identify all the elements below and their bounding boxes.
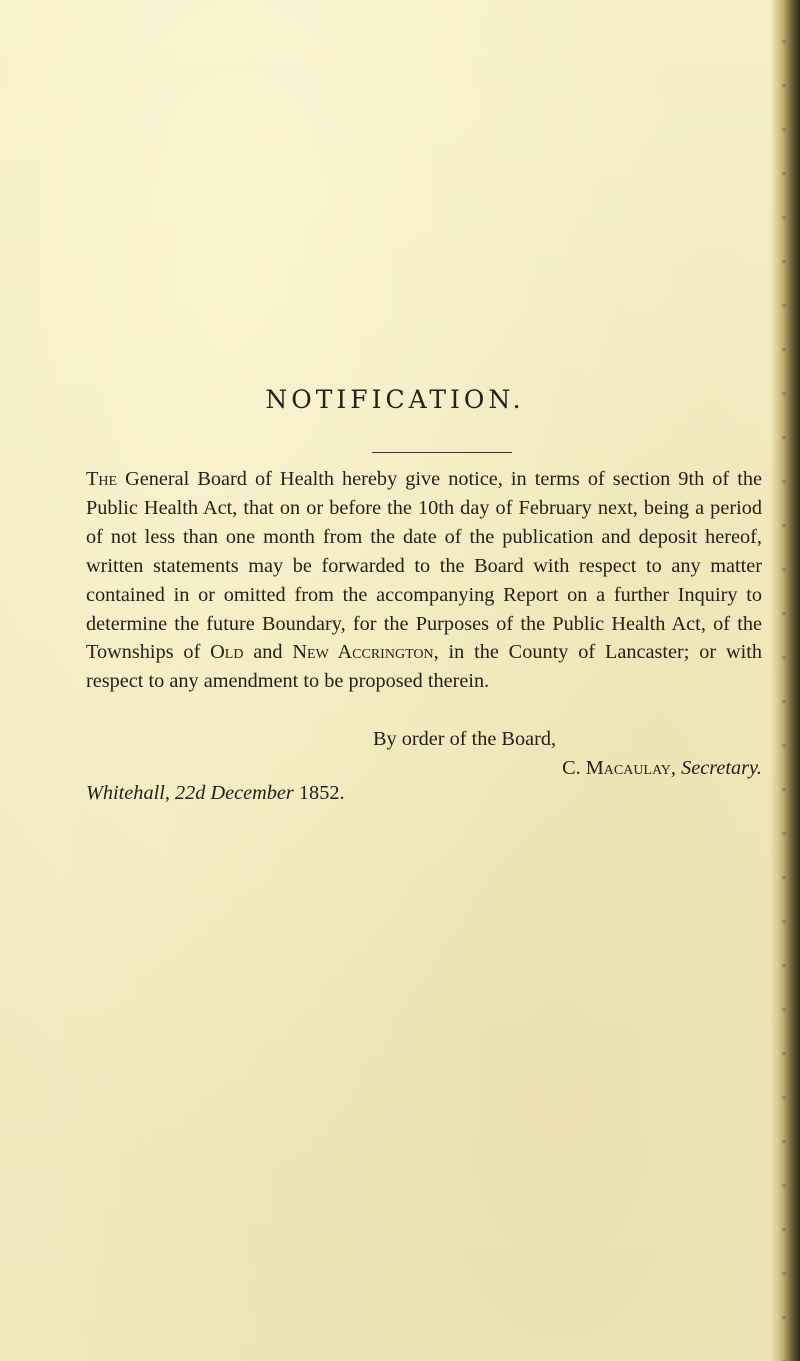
township-new-accrington: New Accrington <box>292 641 434 664</box>
dateline-year: 1852. <box>298 782 345 804</box>
dateline <box>86 779 345 808</box>
by-order-line: By order of the Board, <box>373 728 557 750</box>
notice-title: NOTIFICATION. <box>265 385 525 414</box>
notice-body-part-3: , in the County of Lancaster; or with respect to any amendment to be proposed therein. <box>86 641 762 693</box>
secretary-title: Secretary. <box>681 757 762 779</box>
title-rule <box>372 452 512 453</box>
dateline-place-date: Whitehall, 22d December <box>86 782 294 804</box>
page-binding-edge <box>770 0 800 1361</box>
notice-lead-word: The <box>86 468 118 490</box>
secretary-line <box>562 754 762 783</box>
notice-body <box>86 465 762 696</box>
notice-body-part-1: General Board of Health hereby give notice, in terms of section 9th of the Public Health Act, that on or before the 10th day of February next, being a period of not less than one month from the date of the publication and deposit hereof, written statements may be forwarded to the Board with respect to any matter contained in or omitted from the accompanying Report on a further Inquiry to determine the future Boundary, for the Purposes of the Public Health Act, of the Townships of <box>86 468 762 664</box>
secretary-name: C. Macaulay, <box>562 757 676 779</box>
notice-body-part-2: and <box>243 641 293 664</box>
township-old: Old <box>210 641 244 664</box>
